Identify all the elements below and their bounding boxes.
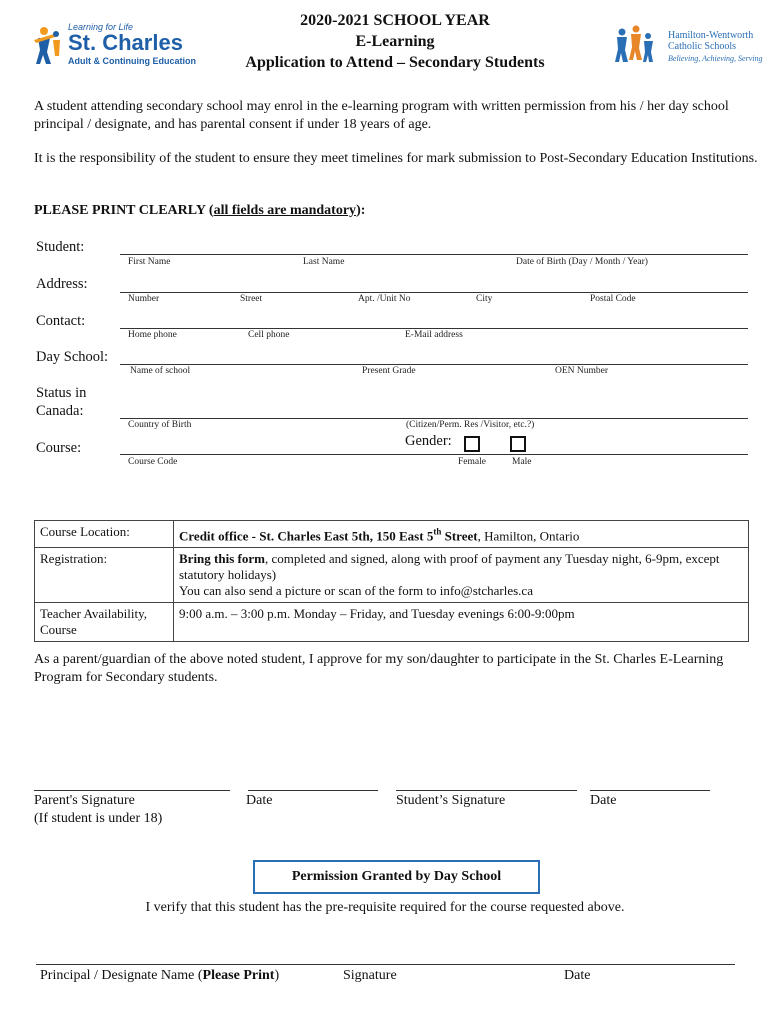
oen-number-caption: OEN Number xyxy=(555,366,609,376)
address-line[interactable] xyxy=(120,292,748,293)
male-caption: Male xyxy=(512,457,532,467)
first-name-caption: First Name xyxy=(128,257,171,267)
principal-name-label: Principal / Designate Name (Please Print) xyxy=(40,968,280,983)
email-instruction: You can also send a picture or scan of the form to info@stcharles.ca xyxy=(179,583,533,599)
cell-phone-caption: Cell phone xyxy=(248,330,290,340)
table-row xyxy=(35,548,749,603)
hwcs-name-1: Hamilton-Wentworth xyxy=(668,30,754,41)
teacher-availability-key: Teacher Availability, Course xyxy=(35,603,174,642)
gender-label: Gender: xyxy=(405,433,452,449)
registration-key: Registration: xyxy=(35,548,174,603)
intro-paragraph-1: A student attending secondary school may enrol in the e-learning program with written permission from his / her day school principal / designate, and has parental consent if under 18 years of age. xyxy=(34,99,729,132)
day-school-line[interactable] xyxy=(120,364,748,365)
hwcs-logo xyxy=(612,24,763,68)
email-caption: E-Mail address xyxy=(405,330,463,340)
permission-granted-box: Permission Granted by Day School xyxy=(253,860,540,894)
student-signature-line[interactable] xyxy=(396,790,577,791)
citizenship-caption: (Citizen/Perm. Res /Visitor, etc.?) xyxy=(406,420,535,430)
title-line-2: E-Learning xyxy=(355,33,435,50)
country-of-birth-caption: Country of Birth xyxy=(128,420,192,430)
st-charles-logo xyxy=(34,22,194,68)
logo-subtitle: Adult & Continuing Education xyxy=(68,56,196,66)
logo-tagline: Learning for Life xyxy=(68,22,134,32)
address-label: Address: xyxy=(36,276,88,292)
table-row xyxy=(35,603,749,642)
student-signature-label: Student’s Signature xyxy=(396,793,506,808)
hwcs-name-2: Catholic Schools xyxy=(668,41,737,52)
dob-caption: Date of Birth (Day / Month / Year) xyxy=(516,257,648,267)
teacher-availability-value: 9:00 a.m. – 3:00 p.m. Monday – Friday, and Tuesday evenings 6:00-9:00pm xyxy=(174,603,749,642)
date-label-2: Date xyxy=(590,793,617,808)
female-caption: Female xyxy=(458,457,486,467)
course-location-key: Course Location: xyxy=(35,521,174,548)
print-clearly-note: PLEASE PRINT CLEARLY (all fields are mandatory): xyxy=(34,203,366,218)
principal-signature-label: Signature xyxy=(343,968,397,983)
parent-signature-note: (If student is under 18) xyxy=(34,811,163,826)
course-info-table xyxy=(34,520,749,642)
student-label: Student: xyxy=(36,239,85,255)
status-label-2: Canada: xyxy=(36,403,84,419)
logo-name: St. Charles xyxy=(68,30,183,55)
school-name-caption: Name of school xyxy=(130,366,191,376)
date-line-2[interactable] xyxy=(590,790,710,791)
home-phone-caption: Home phone xyxy=(128,330,177,340)
parent-consent-text: As a parent/guardian of the above noted student, I approve for my son/daughter to participate in the St. Charles E-Learning Program for Secondary students. xyxy=(34,652,724,685)
title-line-3: Application to Attend – Secondary Students xyxy=(245,54,545,71)
mandatory-note: all fields are mandatory xyxy=(213,203,357,218)
present-grade-caption: Present Grade xyxy=(362,366,416,376)
course-line[interactable] xyxy=(120,454,748,455)
male-checkbox[interactable] xyxy=(510,436,526,452)
registration-value: Bring this form, completed and signed, along with proof of payment any Tuesday night, 6-9pm, except statutory holidays) You can also send a picture or scan of the form to info@stcharles.ca xyxy=(174,548,749,603)
title-line-1: 2020-2021 SCHOOL YEAR xyxy=(300,12,490,29)
principal-date-label: Date xyxy=(564,968,591,983)
intro-paragraph-2: It is the responsibility of the student to ensure they meet timelines for mark submission to Post-Secondary Education Institutions. xyxy=(34,151,758,166)
last-name-caption: Last Name xyxy=(303,257,345,267)
verify-statement: I verify that this student has the pre-requisite required for the course requested above. xyxy=(145,900,625,915)
female-checkbox[interactable] xyxy=(464,436,480,452)
parent-signature-label: Parent's Signature (If student is under 18) xyxy=(34,793,163,826)
city-caption: City xyxy=(476,294,493,304)
date-line-1[interactable] xyxy=(248,790,378,791)
day-school-label: Day School: xyxy=(36,349,109,365)
table-row xyxy=(35,521,749,548)
principal-signature-line[interactable] xyxy=(36,964,735,965)
course-label: Course: xyxy=(36,440,82,456)
apt-caption: Apt. /Unit No xyxy=(358,294,411,304)
hwcs-motto: Believing, Achieving, Serving xyxy=(668,54,763,63)
parent-signature-line[interactable] xyxy=(34,790,230,791)
number-caption: Number xyxy=(128,294,160,304)
date-label-1: Date xyxy=(246,793,273,808)
form-title xyxy=(200,10,590,73)
status-line[interactable] xyxy=(120,418,748,419)
course-location-value: Credit office - St. Charles East 5th, 150 East 5th Street, Hamilton, Ontario xyxy=(174,521,749,548)
course-code-caption: Course Code xyxy=(128,457,178,467)
contact-line[interactable] xyxy=(120,328,748,329)
status-label-1: Status in xyxy=(36,385,87,401)
postal-code-caption: Postal Code xyxy=(590,294,636,304)
student-line[interactable] xyxy=(120,254,748,255)
contact-label: Contact: xyxy=(36,313,86,329)
street-caption: Street xyxy=(240,294,263,304)
